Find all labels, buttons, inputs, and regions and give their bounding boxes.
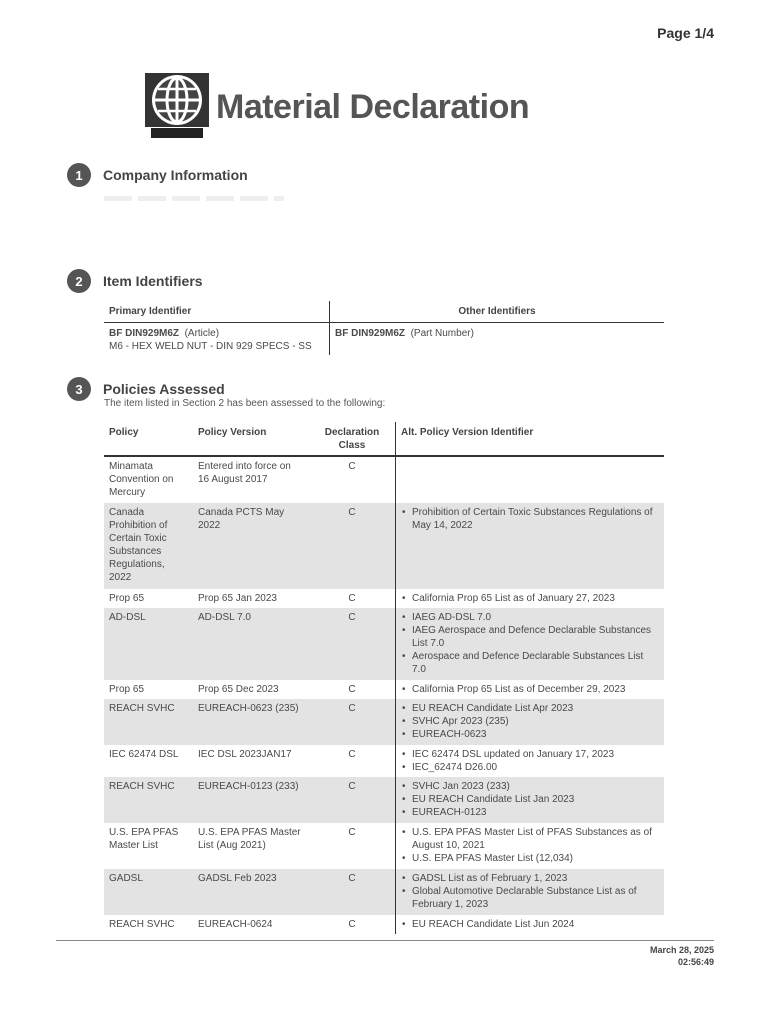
faint-company-text — [104, 196, 284, 201]
policy-cell: U.S. EPA PFAS Master List — [109, 827, 179, 851]
alt-identifier-cell — [395, 777, 664, 823]
section-company-heading — [67, 163, 248, 187]
alt-identifier-item: • EU REACH Candidate List Jan 2023 — [412, 793, 659, 806]
footer-timestamp — [650, 944, 714, 968]
alt-identifier-item: • U.S. EPA PFAS Master List of PFAS Substances as of August 10, 2021 — [412, 826, 659, 852]
policy-cell: IEC 62474 DSL — [109, 749, 179, 760]
document-title: Material Declaration — [216, 88, 530, 126]
policy-cell: REACH SVHC — [109, 703, 175, 714]
policy-version-cell: GADSL Feb 2023 — [198, 873, 277, 884]
alt-identifier-item: • California Prop 65 List as of December 29, 2023 — [412, 683, 659, 696]
table-row — [104, 915, 664, 934]
declaration-class-cell: C — [348, 684, 356, 695]
alt-identifier-item: • IAEG AD-DSL 7.0 — [412, 611, 659, 624]
policies-table — [104, 422, 664, 934]
section-title: Policies Assessed — [103, 381, 225, 397]
table-row — [104, 823, 664, 869]
policy-version-cell: IEC DSL 2023JAN17 — [198, 749, 292, 760]
alt-identifier-item: • Global Automotive Declarable Substance List as of February 1, 2023 — [412, 885, 659, 911]
section-items-heading — [67, 269, 203, 293]
alt-identifier-item: • IAEG Aerospace and Defence Declarable Substances List 7.0 — [412, 624, 659, 650]
policy-cell: REACH SVHC — [109, 781, 175, 792]
declaration-class-cell: C — [348, 612, 356, 623]
table-row — [104, 869, 664, 915]
table-row — [104, 680, 664, 699]
footer-date: March 28, 2025 — [649, 945, 714, 955]
footer-divider — [56, 940, 714, 941]
table-row — [104, 589, 664, 608]
primary-id: BF DIN929M6Z — [109, 328, 180, 339]
alt-identifier-cell — [395, 680, 664, 699]
policy-header: Policy — [109, 427, 139, 438]
alt-identifier-item: • SVHC Apr 2023 (235) — [412, 715, 659, 728]
other-id: BF DIN929M6Z — [335, 328, 406, 339]
item-identifiers-table — [104, 301, 664, 355]
policy-cell: Prop 65 — [109, 684, 145, 695]
policy-cell: AD-DSL — [109, 612, 146, 623]
other-identifiers-header: Other Identifiers — [458, 306, 536, 317]
policy-cell: Prop 65 — [109, 593, 145, 604]
primary-type: (Article) — [184, 328, 220, 339]
identifiers-header-row — [104, 301, 664, 323]
alt-identifier-cell — [395, 915, 664, 934]
alt-identifier-item: • EU REACH Candidate List Apr 2023 — [412, 702, 659, 715]
alt-identifier-item: • IEC_62474 D26.00 — [412, 761, 659, 774]
declaration-class-cell: C — [348, 593, 356, 604]
policy-version-cell: EUREACH-0623 (235) — [198, 703, 299, 714]
policy-version-cell: Prop 65 Jan 2023 — [198, 593, 277, 604]
alt-identifier-cell — [395, 457, 664, 503]
policy-version-cell: AD-DSL 7.0 — [198, 612, 251, 623]
primary-identifier-header: Primary Identifier — [104, 301, 330, 322]
policy-version-cell: EUREACH-0123 (233) — [198, 781, 299, 792]
alt-identifier-cell — [395, 699, 664, 745]
alt-identifier-item: • IEC 62474 DSL updated on January 17, 2023 — [412, 748, 659, 761]
alt-identifier-header: Alt. Policy Version Identifier — [395, 422, 664, 455]
section-number-badge: 3 — [67, 377, 91, 401]
policy-cell: Canada Prohibition of Certain Toxic Substances Regulations, 2022 — [109, 507, 168, 583]
alt-identifier-item: • EUREACH-0123 — [412, 806, 659, 819]
alt-identifier-cell — [395, 745, 664, 777]
policy-cell: REACH SVHC — [109, 919, 175, 930]
policies-body — [104, 457, 664, 934]
policy-cell: GADSL — [109, 873, 143, 884]
policy-cell: Minamata Convention on Mercury — [109, 461, 174, 498]
declaration-class-cell: C — [348, 749, 356, 760]
policy-version-cell: Canada PCTS May 2022 — [198, 507, 285, 531]
fi-globe-logo-icon — [145, 73, 209, 139]
declaration-class-header: Declaration Class — [324, 427, 380, 451]
declaration-class-cell: C — [348, 507, 356, 518]
policy-version-cell: EUREACH-0624 — [198, 919, 273, 930]
alt-identifier-item: • EU REACH Candidate List Jun 2024 — [412, 918, 659, 931]
policy-version-cell: Prop 65 Dec 2023 — [198, 684, 279, 695]
alt-identifier-item: • SVHC Jan 2023 (233) — [412, 780, 659, 793]
declaration-class-cell: C — [348, 873, 356, 884]
alt-identifier-cell — [395, 589, 664, 608]
section-title: Item Identifiers — [103, 273, 203, 289]
table-row — [104, 457, 664, 503]
table-row — [104, 699, 664, 745]
policy-version-header: Policy Version — [198, 427, 267, 438]
declaration-class-cell: C — [348, 827, 356, 838]
table-row — [104, 777, 664, 823]
declaration-class-cell: C — [348, 919, 356, 930]
alt-identifier-cell — [395, 869, 664, 915]
page-number: Page 1/4 — [657, 25, 714, 41]
alt-identifier-cell — [395, 823, 664, 869]
alt-identifier-item: • EUREACH-0623 — [412, 728, 659, 741]
section-number-badge: 2 — [67, 269, 91, 293]
primary-identifier-cell — [104, 323, 330, 355]
declaration-class-cell: C — [348, 703, 356, 714]
policy-version-cell: U.S. EPA PFAS Master List (Aug 2021) — [198, 827, 301, 851]
table-row — [104, 503, 664, 589]
section-title: Company Information — [103, 167, 248, 183]
footer-time: 02:56:49 — [677, 957, 714, 967]
section-number-badge: 1 — [67, 163, 91, 187]
table-row — [104, 608, 664, 680]
alt-identifier-item: • Prohibition of Certain Toxic Substances Regulations of May 14, 2022 — [412, 506, 659, 532]
alt-identifier-item: • Aerospace and Defence Declarable Substances List 7.0 — [412, 650, 659, 676]
alt-identifier-item: • GADSL List as of February 1, 2023 — [412, 872, 659, 885]
policies-header-row — [104, 422, 664, 457]
primary-description: M6 - HEX WELD NUT - DIN 929 SPECS - SS — [109, 341, 312, 352]
alt-identifier-item: • U.S. EPA PFAS Master List (12,034) — [412, 852, 659, 865]
table-row — [104, 745, 664, 777]
alt-identifier-cell — [395, 608, 664, 680]
policies-intro-text: The item listed in Section 2 has been assessed to the following: — [104, 398, 386, 409]
other-type: (Part Number) — [410, 328, 474, 339]
declaration-class-cell: C — [348, 461, 356, 472]
alt-identifier-cell — [395, 503, 664, 589]
policy-version-cell: Entered into force on 16 August 2017 — [198, 461, 291, 485]
declaration-class-cell: C — [348, 781, 356, 792]
identifiers-row — [104, 323, 664, 355]
other-identifier-cell — [330, 323, 664, 355]
alt-identifier-item: • California Prop 65 List as of January 27, 2023 — [412, 592, 659, 605]
